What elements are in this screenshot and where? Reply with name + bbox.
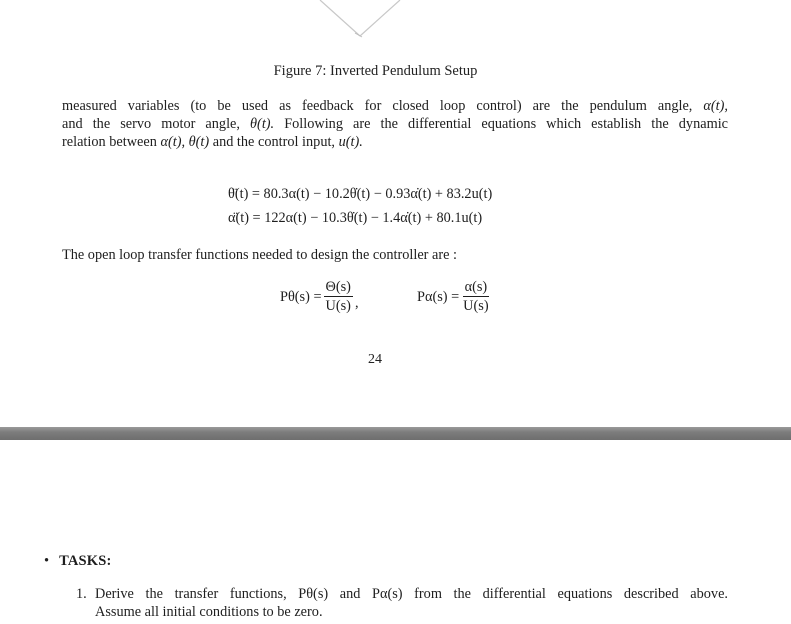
p-theta-numerator: Θ(s) [325,279,351,295]
bullet-icon: • [44,553,50,569]
task-item-line-1: Derive the transfer functions, Pθ(s) and Pα(s) from the differential equations described above. [95,586,728,602]
figure-caption: Figure 7: Inverted Pendulum Setup [273,63,478,79]
paragraph-line-2: and the servo motor angle, θ(t). Following are the differential equations which establish the dynamic [62,116,729,132]
p-theta-comma: , [354,295,359,311]
transfer-function-p-theta [280,280,359,314]
transfer-function-intro: The open loop transfer functions needed to design the controller are : [62,247,458,263]
p-alpha-fraction [461,280,490,314]
task-item-1 [76,585,728,621]
task-item-line-2: Assume all initial conditions to be zero. [95,604,323,620]
paragraph-line-1: measured variables (to be used as feedback for closed loop control) are the pendulum angle, α(t), [62,98,728,114]
p-theta-lhs: Pθ(s) = [280,288,322,305]
p-theta-fraction [324,280,353,314]
task-item-body [95,585,728,621]
p-theta-denominator: U(s) [325,298,351,314]
task-item-number: 1. [76,586,87,602]
differential-equation-theta: θ̈(t) = 80.3α(t) − 10.2θ̇(t) − 0.93α̇(t) + 83.2u(t) [228,186,493,202]
p-alpha-denominator: U(s) [463,298,489,314]
page-number: 24 [368,352,382,367]
page-separator [0,427,791,440]
paragraph-line-3: relation between α(t), θ(t) and the control input, u(t). [62,134,363,150]
body-paragraph [62,97,728,151]
p-alpha-numerator: α(s) [464,279,488,295]
tasks-heading [44,553,112,570]
differential-equation-alpha: α̈(t) = 122α(t) − 10.3θ̇(t) − 1.4α̇(t) + 80.1u(t) [228,210,483,226]
figure-graphic-fragment [300,0,420,42]
transfer-function-p-alpha [417,280,493,314]
tasks-title: TASKS: [59,553,112,569]
p-alpha-lhs: Pα(s) = [417,288,460,305]
